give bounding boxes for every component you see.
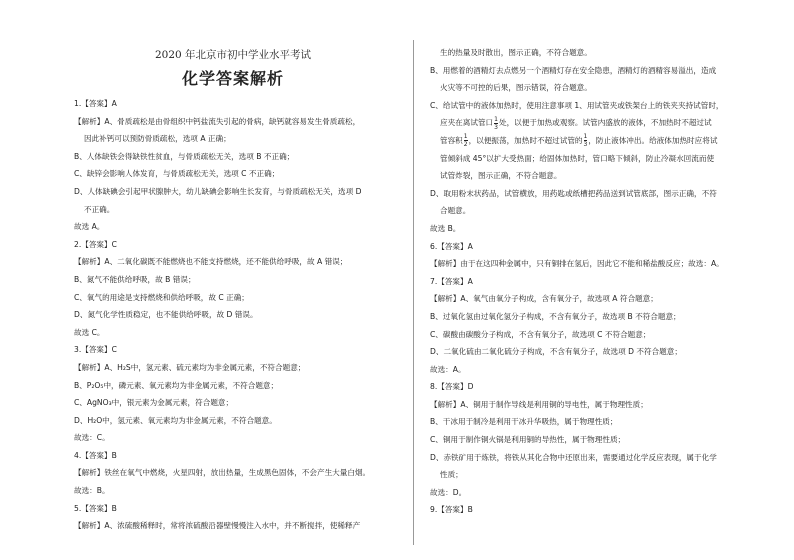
text-line: B、人体缺铁会得缺铁性贫血，与骨质疏松无关，选项 B 不正确；	[74, 151, 295, 161]
text-line: C、碳酸由碳酸分子构成，不含有氧分子，故选项 C 不符合题意；	[430, 329, 651, 339]
right-column	[430, 44, 760, 519]
text-line: 火灾等不可控的后果，图示错误，符合题意。	[440, 83, 592, 93]
text-line: 故选：A。	[430, 364, 466, 374]
text-line: B、干冰用于制冷是利用干冰升华吸热，属于物理性质；	[430, 417, 618, 427]
text-line: 1.【答案】A	[74, 99, 117, 108]
text-line: D、赤铁矿用于炼铁，将铁从其化合物中还原出来，需要通过化学反应表现，属于化学	[430, 452, 717, 462]
text-line: 试管炸裂，图示正确，不符合题意。	[440, 171, 562, 181]
text-line: B、氮气不能供给呼吸，故 B 错误；	[74, 274, 196, 284]
text-line: 8.【答案】D	[430, 382, 474, 392]
text-line: 不正确。	[84, 204, 115, 214]
exam-title: 2020 年北京市初中学业水平考试	[154, 49, 312, 61]
text-line: 生的热量及时散出，图示正确，不符合题意。	[440, 48, 592, 57]
fraction: $\frac{1}{3}$	[583, 133, 588, 149]
text-line: 因此补钙可以预防骨质疏松，选项 A 正确；	[84, 134, 231, 144]
fraction: $\frac{1}{3}$	[494, 115, 498, 131]
text-line: 【解析】A、氧气由氧分子构成，含有氧分子，故选项 A 符合题意；	[430, 294, 658, 304]
text-line: 管倾斜成 45°以扩大受热面；给固体加热时，管口略下倾斜，防止冷凝水回流而使	[440, 153, 715, 163]
text-line: C、铜用于制作铜火锅是利用铜的导热性，属于物理性质；	[430, 435, 626, 445]
document-title: 化学答案解析	[181, 69, 284, 88]
text-line: C、给试管中的液体加热时，使用注意事项 1、用试管夹或铁架台上的铁夹夹持试管时，	[430, 100, 724, 110]
text-line: D、取用粉末状药品，试管横放，用药匙或纸槽把药品送到试管底部，图示正确，不符	[430, 188, 717, 198]
fraction: $\frac{1}{2}$	[463, 133, 468, 149]
text-line: 9.【答案】B	[430, 505, 473, 515]
text-line: C、AgNO₃中，银元素为金属元素，符合题意；	[74, 398, 234, 408]
text-line: B、用燃着的酒精灯去点燃另一个酒精灯存在安全隐患，酒精灯的酒精容易溢出，造成	[430, 65, 717, 75]
text-line: 5.【答案】B	[74, 503, 117, 513]
text-line: 2.【答案】C	[74, 239, 117, 249]
text-line: 故选 A。	[74, 222, 105, 232]
text-line: 故选 B。	[430, 223, 461, 233]
text-line: C、氧气的用途是支持燃烧和供给呼吸，故 C 正确；	[74, 292, 249, 302]
text-line: B、过氧化氢由过氧化氢分子构成，不含有氧分子，故选项 B 不符合题意；	[430, 311, 681, 321]
text-line: 故选 C。	[74, 327, 105, 337]
text-line: 4.【答案】B	[74, 450, 117, 460]
text-line: 故选：C。	[74, 433, 110, 443]
column-divider	[413, 40, 414, 545]
text-line: 合题意。	[440, 206, 471, 216]
text-line: 【解析】A、H₂S中，氢元素、硫元素均为非金属元素，不符合题意；	[74, 362, 306, 372]
text-line: D、H₂O中，氢元素、氧元素均为非金属元素，不符合题意。	[74, 415, 277, 425]
text-line: 应夹在离试管口 $\frac{1}{3}$ 处，以便于加热或观察。试管内盛放的液体，不加热时不超过试	[440, 115, 712, 131]
text-line: 故选：B。	[74, 486, 110, 496]
text-line: 6.【答案】A	[430, 241, 473, 251]
text-line: B、P₂O₅中，磷元素、氧元素均为非金属元素，不符合题意；	[74, 380, 279, 390]
text-line: D、氮气化学性质稳定，也不能供给呼吸，故 D 错误。	[74, 310, 258, 320]
text-line: 【解析】A、铜用于制作导线是利用铜的导电性，属于物理性质；	[430, 399, 648, 409]
text-line: 管容积 $\frac{1}{2}$ ，以便振荡，加热时不超过试管的 $\frac{1}{3}$ ，防止液体冲出。给液体加热时应将试	[440, 133, 718, 149]
text-line: 【解析】A、骨质疏松是由骨组织中钙盐流失引起的骨病，缺钙就容易发生骨质疏松，	[74, 116, 361, 126]
left-column	[74, 95, 392, 535]
text-line: D、二氧化硫由二氧化硫分子构成，不含有氧分子，故选项 D 不符合题意；	[430, 347, 682, 357]
text-line: 故选：D。	[430, 487, 467, 497]
text-line: 3.【答案】C	[74, 345, 117, 355]
text-line: 【解析】铁丝在氧气中燃烧，火星四射，放出热量，生成黑色固体，不会产生大量白烟。	[74, 468, 371, 478]
text-line: C、缺锌会影响人体发育，与骨质疏松无关，选项 C 不正确；	[74, 169, 280, 179]
text-line: 性质；	[440, 470, 463, 480]
text-line: 7.【答案】A	[430, 276, 473, 286]
text-line: D、人体缺碘会引起甲状腺肿大，幼儿缺碘会影响生长发育，与骨质疏松无关，选项 D	[74, 186, 362, 196]
text-line: 【解析】由于在这四种金属中，只有铜排在氢后，因此它不能和稀盐酸反应；故选：A。	[430, 259, 724, 269]
text-line: 【解析】A、二氧化碳既不能燃烧也不能支持燃烧，还不能供给呼吸，故 A 错误；	[74, 257, 348, 267]
text-line: 【解析】A、浓硫酸稀释时，常将浓硫酸沿器壁慢慢注入水中，并不断搅拌，使稀释产	[74, 521, 361, 531]
